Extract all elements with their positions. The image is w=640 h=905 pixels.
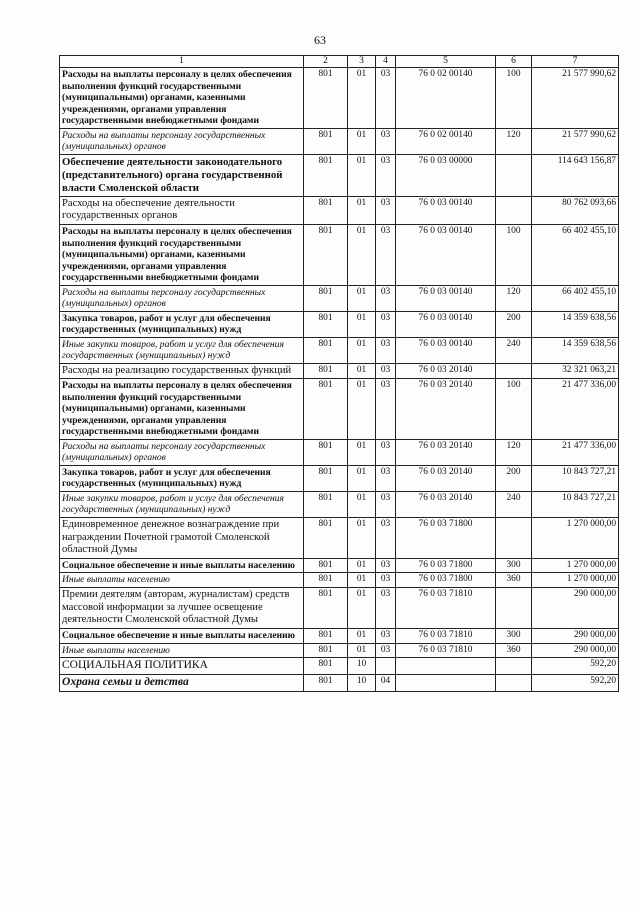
- row-code-subsection: 03: [376, 439, 396, 465]
- row-code-section: 01: [348, 128, 376, 154]
- row-amount: 66 402 455,10: [532, 225, 619, 286]
- row-description: Расходы на выплаты персоналу в целях обеспечения выполнения функций государственными (муниципальными) органами, казенными учреждениями, органами управления государственными внебюджетными фондами: [60, 68, 304, 129]
- row-code-target: [396, 674, 496, 691]
- row-code-section: 01: [348, 285, 376, 311]
- row-code-admin: 801: [304, 491, 348, 517]
- row-code-admin: 801: [304, 643, 348, 658]
- row-description: Социальное обеспечение и иные выплаты населению: [60, 558, 304, 573]
- row-description: Иные закупки товаров, работ и услуг для обеспечения государственных (муниципальных) нужд: [60, 337, 304, 363]
- table-row: [60, 465, 619, 491]
- table-row: [60, 196, 619, 224]
- table-row: [60, 587, 619, 628]
- row-code-admin: 801: [304, 154, 348, 196]
- row-code-section: 01: [348, 196, 376, 224]
- row-amount: 21 577 990,62: [532, 68, 619, 129]
- row-amount: 14 359 638,56: [532, 337, 619, 363]
- row-code-target: [396, 658, 496, 675]
- table-body: [60, 68, 619, 691]
- row-amount: 1 270 000,00: [532, 573, 619, 588]
- row-description: Иные выплаты населению: [60, 643, 304, 658]
- table-row: [60, 225, 619, 286]
- row-description: СОЦИАЛЬНАЯ ПОЛИТИКА: [60, 658, 304, 675]
- header-col-6: 6: [496, 56, 532, 68]
- table-row: [60, 674, 619, 691]
- row-code-admin: 801: [304, 658, 348, 675]
- row-amount: 592,20: [532, 674, 619, 691]
- row-code-admin: 801: [304, 379, 348, 440]
- row-code-admin: 801: [304, 465, 348, 491]
- row-code-section: 10: [348, 674, 376, 691]
- table-row: [60, 439, 619, 465]
- row-code-target: 76 0 03 71800: [396, 517, 496, 558]
- row-code-admin: 801: [304, 311, 348, 337]
- row-description: Расходы на обеспечение деятельности государственных органов: [60, 196, 304, 224]
- row-code-section: 01: [348, 225, 376, 286]
- table-row: [60, 311, 619, 337]
- row-description: Закупка товаров, работ и услуг для обеспечения государственных (муниципальных) нужд: [60, 311, 304, 337]
- row-code-target: 76 0 03 20140: [396, 465, 496, 491]
- row-code-expense-type: 360: [496, 643, 532, 658]
- table-row: [60, 558, 619, 573]
- row-code-expense-type: [496, 674, 532, 691]
- row-description: Обеспечение деятельности законодательного (представительного) органа государственной власти Смоленской области: [60, 154, 304, 196]
- row-code-admin: 801: [304, 587, 348, 628]
- row-amount: 290 000,00: [532, 629, 619, 644]
- row-code-subsection: 03: [376, 311, 396, 337]
- row-code-target: 76 0 02 00140: [396, 128, 496, 154]
- row-amount: 14 359 638,56: [532, 311, 619, 337]
- row-code-expense-type: 240: [496, 491, 532, 517]
- row-code-admin: 801: [304, 517, 348, 558]
- table-row: [60, 379, 619, 440]
- row-code-expense-type: [496, 196, 532, 224]
- row-code-section: 01: [348, 491, 376, 517]
- row-code-admin: 801: [304, 558, 348, 573]
- row-code-expense-type: 200: [496, 311, 532, 337]
- header-row: [60, 56, 619, 68]
- row-code-subsection: 03: [376, 68, 396, 129]
- header-col-3: 3: [348, 56, 376, 68]
- row-code-admin: 801: [304, 128, 348, 154]
- row-code-section: 01: [348, 439, 376, 465]
- row-amount: 21 477 336,00: [532, 379, 619, 440]
- row-amount: 21 577 990,62: [532, 128, 619, 154]
- row-code-expense-type: 120: [496, 285, 532, 311]
- row-code-target: 76 0 03 00140: [396, 337, 496, 363]
- table-row: [60, 285, 619, 311]
- row-code-section: 01: [348, 629, 376, 644]
- row-description: Расходы на выплаты персоналу государственных (муниципальных) органов: [60, 439, 304, 465]
- row-code-subsection: 03: [376, 587, 396, 628]
- row-code-subsection: [376, 658, 396, 675]
- row-code-target: 76 0 03 00000: [396, 154, 496, 196]
- row-code-admin: 801: [304, 629, 348, 644]
- row-description: Расходы на выплаты персоналу в целях обеспечения выполнения функций государственными (муниципальными) органами, казенными учреждениями, органами управления государственными внебюджетными фондами: [60, 379, 304, 440]
- row-amount: 66 402 455,10: [532, 285, 619, 311]
- row-code-expense-type: [496, 658, 532, 675]
- row-code-admin: 801: [304, 68, 348, 129]
- table-row: [60, 128, 619, 154]
- row-amount: 290 000,00: [532, 587, 619, 628]
- row-code-admin: 801: [304, 439, 348, 465]
- row-code-expense-type: [496, 154, 532, 196]
- table-row: [60, 658, 619, 675]
- row-code-admin: 801: [304, 674, 348, 691]
- table-row: [60, 491, 619, 517]
- row-amount: 32 321 063,21: [532, 363, 619, 379]
- row-code-subsection: 03: [376, 379, 396, 440]
- row-description: Иные выплаты населению: [60, 573, 304, 588]
- row-code-subsection: 03: [376, 225, 396, 286]
- row-code-section: 01: [348, 587, 376, 628]
- row-code-subsection: 03: [376, 558, 396, 573]
- row-code-admin: 801: [304, 573, 348, 588]
- row-code-section: 01: [348, 465, 376, 491]
- row-code-expense-type: [496, 517, 532, 558]
- row-code-section: 01: [348, 154, 376, 196]
- row-code-subsection: 03: [376, 363, 396, 379]
- row-code-section: 01: [348, 517, 376, 558]
- row-amount: 1 270 000,00: [532, 558, 619, 573]
- row-code-admin: 801: [304, 225, 348, 286]
- table-row: [60, 337, 619, 363]
- row-amount: 592,20: [532, 658, 619, 675]
- table-row: [60, 573, 619, 588]
- row-description: Расходы на выплаты персоналу государственных (муниципальных) органов: [60, 285, 304, 311]
- row-amount: 290 000,00: [532, 643, 619, 658]
- row-code-expense-type: 120: [496, 439, 532, 465]
- row-code-target: 76 0 03 20140: [396, 379, 496, 440]
- table-row: [60, 517, 619, 558]
- row-description: Социальное обеспечение и иные выплаты населению: [60, 629, 304, 644]
- row-code-target: 76 0 03 71800: [396, 558, 496, 573]
- header-col-5: 5: [396, 56, 496, 68]
- row-code-expense-type: 100: [496, 225, 532, 286]
- row-code-target: 76 0 03 71810: [396, 643, 496, 658]
- row-code-subsection: 03: [376, 629, 396, 644]
- row-description: Расходы на реализацию государственных функций: [60, 363, 304, 379]
- row-amount: 10 843 727,21: [532, 491, 619, 517]
- row-code-target: 76 0 03 71800: [396, 573, 496, 588]
- row-description: Закупка товаров, работ и услуг для обеспечения государственных (муниципальных) нужд: [60, 465, 304, 491]
- row-code-section: 01: [348, 643, 376, 658]
- budget-table: [59, 55, 619, 692]
- row-code-subsection: 03: [376, 573, 396, 588]
- row-code-subsection: 03: [376, 128, 396, 154]
- row-description: Иные закупки товаров, работ и услуг для обеспечения государственных (муниципальных) нужд: [60, 491, 304, 517]
- row-description: Расходы на выплаты персоналу государственных (муниципальных) органов: [60, 128, 304, 154]
- row-code-section: 10: [348, 658, 376, 675]
- row-code-expense-type: 240: [496, 337, 532, 363]
- row-code-target: 76 0 03 71810: [396, 629, 496, 644]
- row-code-section: 01: [348, 363, 376, 379]
- row-description: Расходы на выплаты персоналу в целях обеспечения выполнения функций государственными (муниципальными) органами, казенными учреждениями, органами управления государственными внебюджетными фондами: [60, 225, 304, 286]
- row-amount: 10 843 727,21: [532, 465, 619, 491]
- row-code-subsection: 03: [376, 154, 396, 196]
- row-code-subsection: 03: [376, 465, 396, 491]
- row-code-section: 01: [348, 558, 376, 573]
- row-code-expense-type: [496, 587, 532, 628]
- row-code-admin: 801: [304, 337, 348, 363]
- table-row: [60, 629, 619, 644]
- row-code-admin: 801: [304, 363, 348, 379]
- row-code-target: 76 0 03 00140: [396, 311, 496, 337]
- header-col-1: 1: [60, 56, 304, 68]
- row-description: Охрана семьи и детства: [60, 674, 304, 691]
- table-row: [60, 363, 619, 379]
- page-number: 63: [314, 33, 326, 47]
- row-amount: 114 643 156,87: [532, 154, 619, 196]
- row-code-subsection: 03: [376, 196, 396, 224]
- row-code-subsection: 03: [376, 643, 396, 658]
- table-row: [60, 154, 619, 196]
- row-code-section: 01: [348, 68, 376, 129]
- row-code-section: 01: [348, 573, 376, 588]
- row-code-target: 76 0 03 20140: [396, 439, 496, 465]
- row-code-target: 76 0 03 00140: [396, 285, 496, 311]
- row-code-subsection: 03: [376, 337, 396, 363]
- row-amount: 21 477 336,00: [532, 439, 619, 465]
- header-col-2: 2: [304, 56, 348, 68]
- row-amount: 80 762 093,66: [532, 196, 619, 224]
- row-code-target: 76 0 03 00140: [396, 225, 496, 286]
- row-code-target: 76 0 03 20140: [396, 491, 496, 517]
- row-code-target: 76 0 02 00140: [396, 68, 496, 129]
- header-col-4: 4: [376, 56, 396, 68]
- row-code-section: 01: [348, 337, 376, 363]
- row-code-target: 76 0 03 20140: [396, 363, 496, 379]
- row-code-subsection: 03: [376, 491, 396, 517]
- row-code-expense-type: 300: [496, 629, 532, 644]
- row-code-expense-type: 360: [496, 573, 532, 588]
- row-code-expense-type: 200: [496, 465, 532, 491]
- row-code-section: 01: [348, 311, 376, 337]
- row-code-target: 76 0 03 00140: [396, 196, 496, 224]
- row-code-expense-type: 100: [496, 379, 532, 440]
- row-amount: 1 270 000,00: [532, 517, 619, 558]
- row-code-expense-type: 300: [496, 558, 532, 573]
- row-code-admin: 801: [304, 285, 348, 311]
- row-code-expense-type: 120: [496, 128, 532, 154]
- row-code-admin: 801: [304, 196, 348, 224]
- row-code-section: 01: [348, 379, 376, 440]
- row-code-target: 76 0 03 71810: [396, 587, 496, 628]
- table-row: [60, 643, 619, 658]
- header-col-7: 7: [532, 56, 619, 68]
- row-code-expense-type: [496, 363, 532, 379]
- row-description: Единовременное денежное вознаграждение при награждении Почетной грамотой Смоленской областной Думы: [60, 517, 304, 558]
- row-code-subsection: 04: [376, 674, 396, 691]
- row-code-subsection: 03: [376, 285, 396, 311]
- row-description: Премии деятелям (авторам, журналистам) средств массовой информации за лучшее освещение деятельности Смоленской областной Думы: [60, 587, 304, 628]
- row-code-subsection: 03: [376, 517, 396, 558]
- row-code-expense-type: 100: [496, 68, 532, 129]
- table-row: [60, 68, 619, 129]
